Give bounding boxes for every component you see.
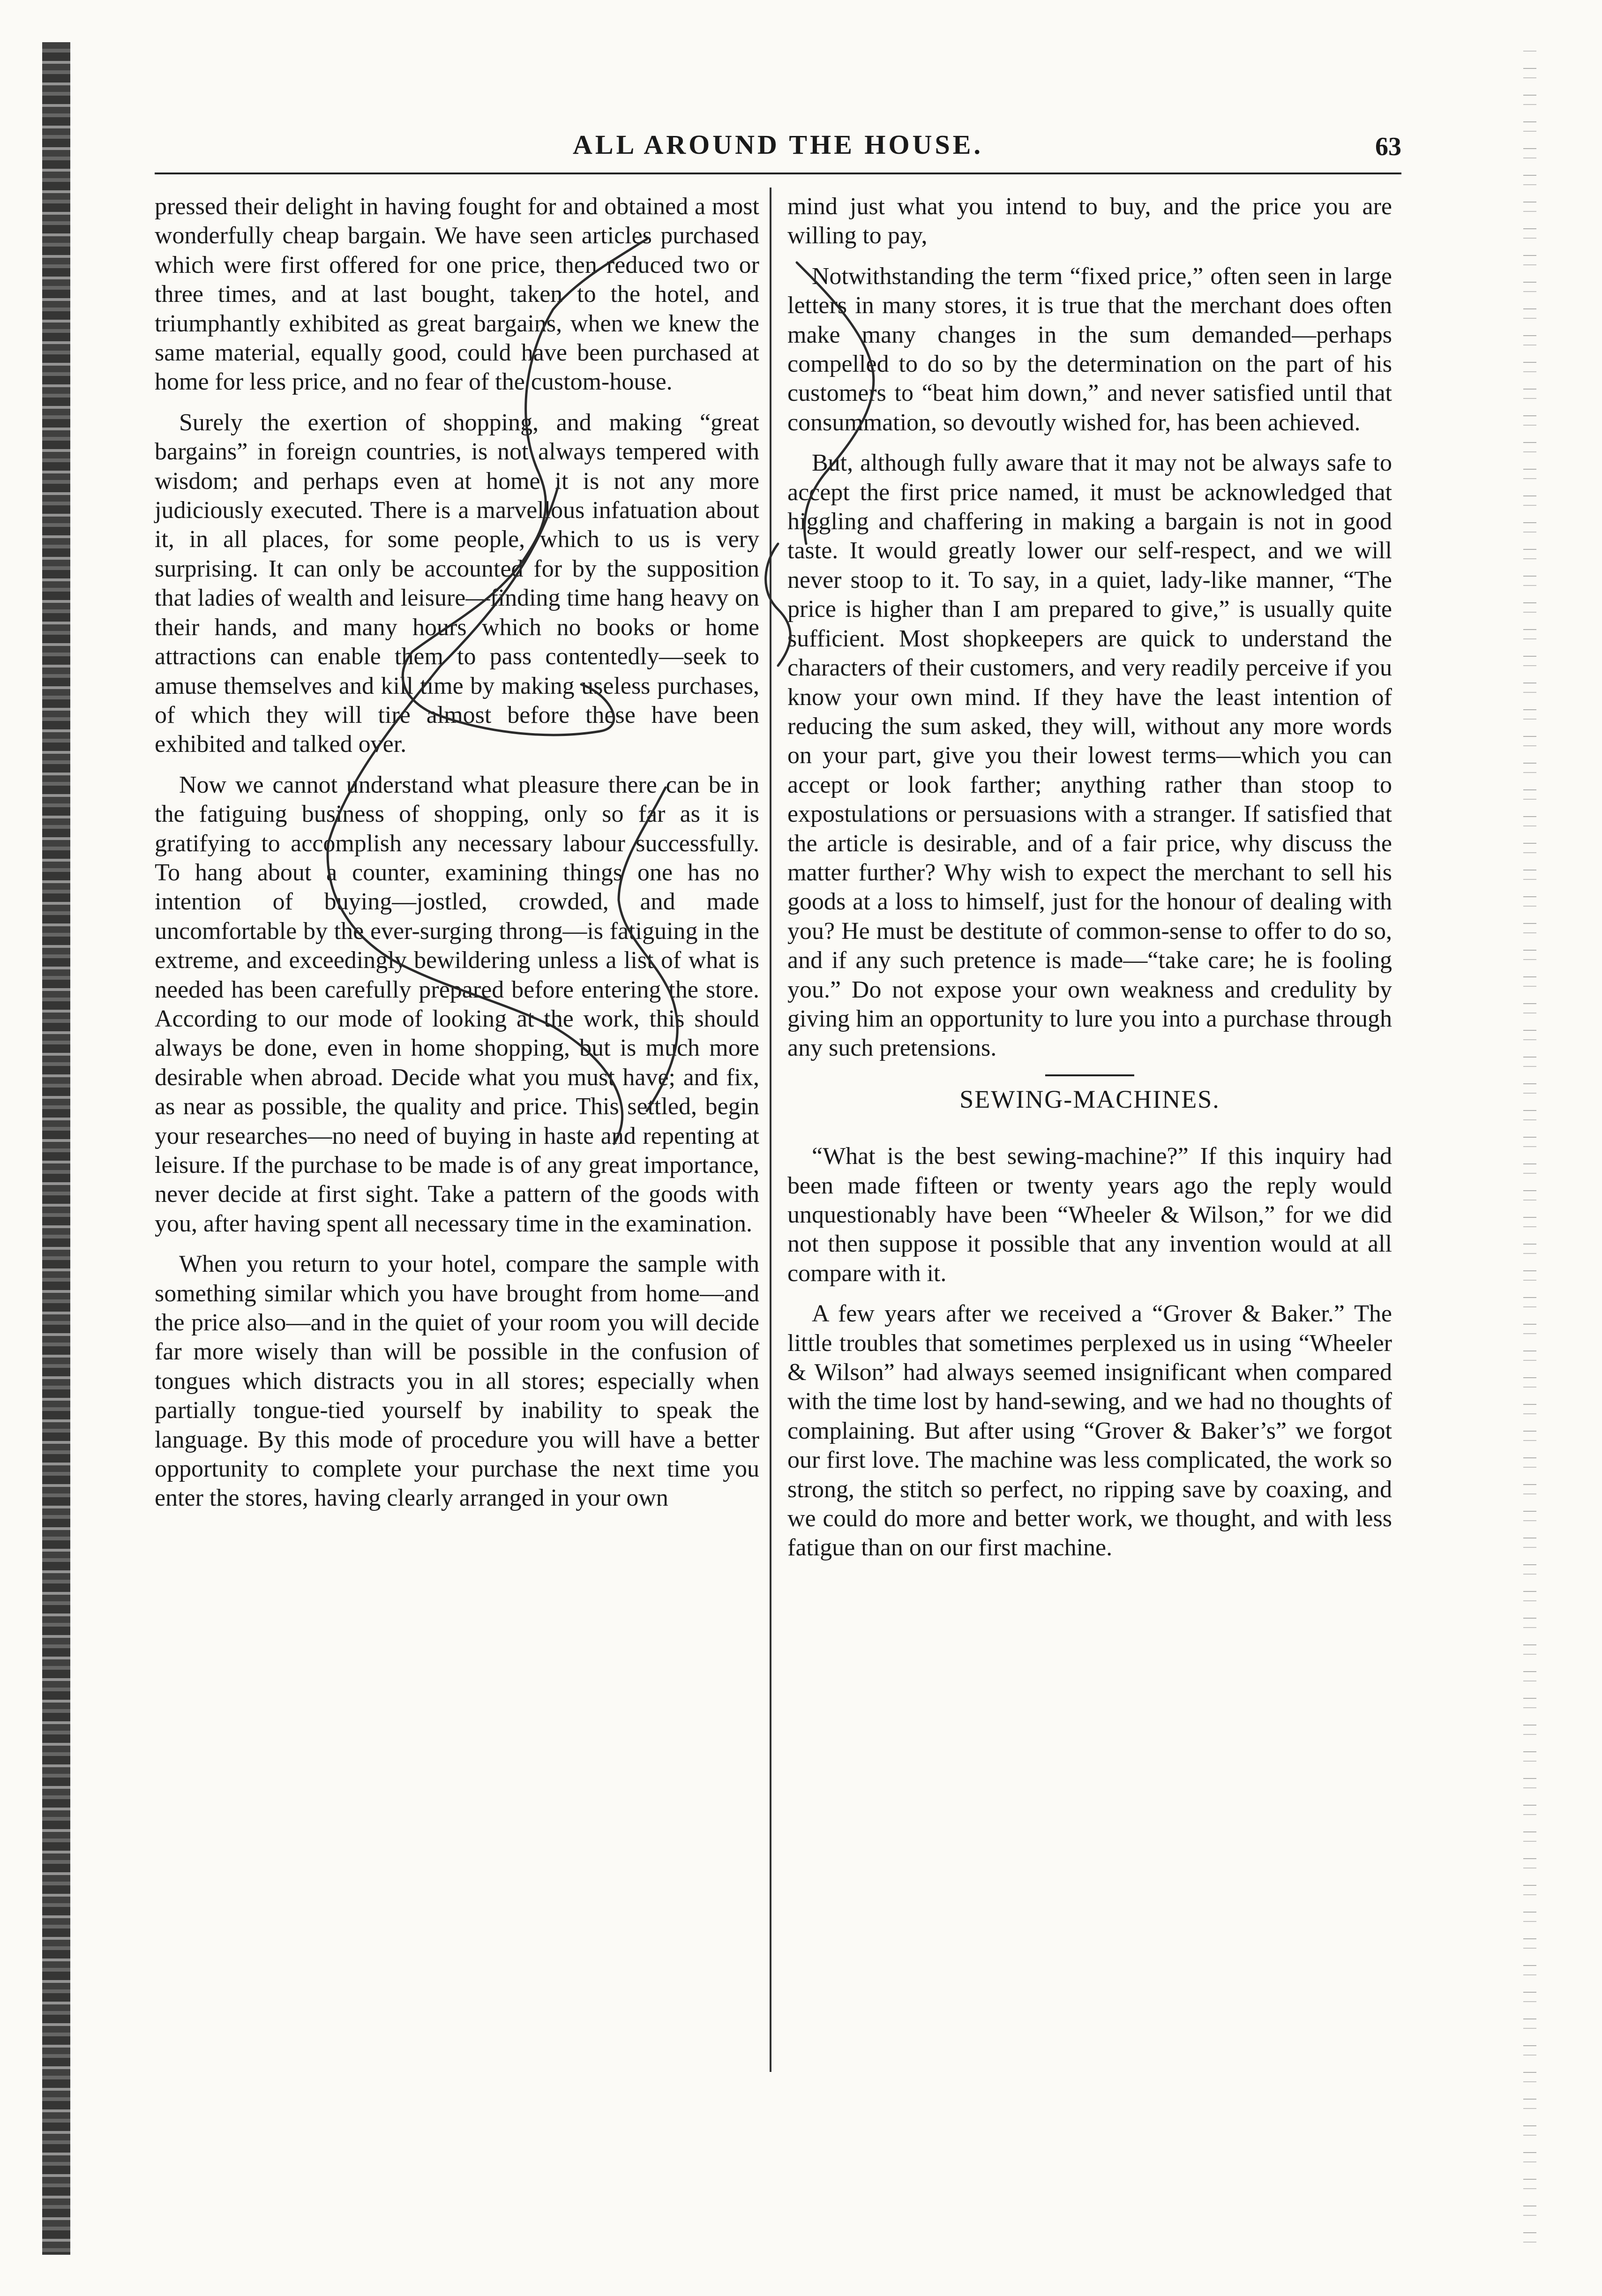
paragraph: When you return to your hotel, compare the sample with something similar which you have brought from home—and the price also—and in the quiet of your room you will decide far more wisely than will be possible in the confusion of tongues which distracts you in all stores; especially when partially tongue-tied yourself by inability to speak the language. By this mode of procedure you will have a better opportunity to complete your purchase the next time you enter the stores, having clearly arranged in your own: [155, 1251, 759, 1512]
scan-right-edge-noise: [1523, 42, 1536, 2245]
scan-binding-edge: [42, 42, 70, 2255]
paragraph: Surely the exertion of shopping, and making “great bargains” in foreign countries, is not always tempered with wisdom; and perhaps even at home it is not any more judiciously executed. There is a marvellous infatuation about it, in all places, for some people, which to us is very surprising. It can only be accounted for by the supposition that ladies of wealth and leisure—finding time hang heavy on their hands, and many hours which no books or home attractions can enable them to pass contentedly—seek to amuse themselves and kill time by making useless purchases, of which they will tire almost before these have been exhibited and talked over.: [155, 409, 759, 758]
right-column: [787, 192, 1392, 1574]
section-title: SEWING-MACHINES.: [959, 1085, 1220, 1113]
paragraph: Notwithstanding the term “fixed price,” often seen in large letters in many stores, it is true that the merchant does often make many changes in the sum demanded—perhaps compelled to do so by the determination on the part of his customers to “beat him down,” and never satisfied until that consummation, so devoutly wished for, has been achieved.: [787, 263, 1392, 436]
left-column: [155, 192, 759, 1524]
running-head: ALL AROUND THE HOUSE.: [573, 129, 983, 160]
paragraph: pressed their delight in having fought for and obtained a most wonderfully cheap bargain. We have seen articles purchased which were first offered for one price, then reduced two or three times, and at last bought, taken to the hotel, and triumphantly exhibited as great bargains, when we knew the same material, equally good, could have been purchased at home for less price, and no fear of the custom-house.: [155, 193, 759, 396]
paragraph: But, although fully aware that it may not be always safe to accept the first price named, it must be acknowledged that higgling and chaffering in making a bargain is not in good taste. It would greatly lower our self-respect, and we will never stoop to it. To say, in a quiet, lady-like manner, “The price is higher than I am prepared to give,” is usually quite sufficient. Most shopkeepers are quick to understand the characters of their customers, and very readily perceive if you know your own mind. If they have the least intention of reducing the sum asked, they will, without any more words on your part, give you their lowest terms—which you can accept or look farther; anything rather than stoop to expostulations or persuasions with a stranger. If satisfied that the article is desirable, and of a fair price, why discuss the matter further? Why wish to expect the merchant to sell his goods at a loss to himself, just for the honour of dealing with you? He must be destitute of common-sense to offer to do so, and if any such pretence is made—“take care; he is fooling you.” Do not expose your own weakness and credulity by giving him an opportunity to lure you into a purchase through any such pretensions.: [787, 450, 1392, 1062]
paragraph: Now we cannot understand what pleasure there can be in the fatiguing business of shopping, only so far as it is gratifying to accomplish any necessary labour successfully. To hang about a counter, examining things one has no intention of buying—jostled, crowded, and made uncomfortable by the ever-surging throng—is fatiguing in the extreme, and exceedingly bewildering unless a list of what is needed has been carefully prepared before entering the store. According to our mode of looking at the work, this should always be done, even in home shopping, but is much more desirable when abroad. Decide what you must have; and fix, as near as possible, the quality and price. This settled, begin your researches—no need of buying in haste and repenting at leisure. If the purchase to be made is of any great importance, never decide at first sight. Take a pattern of the goods with you, after having spent all necessary time in the examination.: [155, 771, 759, 1237]
page-number: 63: [1375, 132, 1401, 161]
column-divider: [770, 188, 771, 2072]
paragraph: mind just what you intend to buy, and the price you are willing to pay,: [787, 193, 1392, 249]
header-rule: [155, 173, 1401, 174]
paragraph: A few years after we received a “Grover & Baker.” The little troubles that sometimes perplexed us in using “Wheeler & Wilson” had always seemed insignificant when compared with the time lost by hand-sewing, and we had no thoughts of complaining. But after using “Grover & Baker’s” we forgot our first love. The machine was less complicated, the work so strong, the stitch so perfect, no ripping save by coaxing, and we could do more and better work, we thought, and with less fatigue than on our first machine.: [787, 1300, 1392, 1561]
paragraph: “What is the best sewing-machine?” If this inquiry had been made fifteen or twenty years ago the reply would unquestionably have been “Wheeler & Wilson,” for we did not then suppose it possible that any invention would at all compare with it.: [787, 1143, 1392, 1287]
section-rule: [1045, 1074, 1134, 1076]
